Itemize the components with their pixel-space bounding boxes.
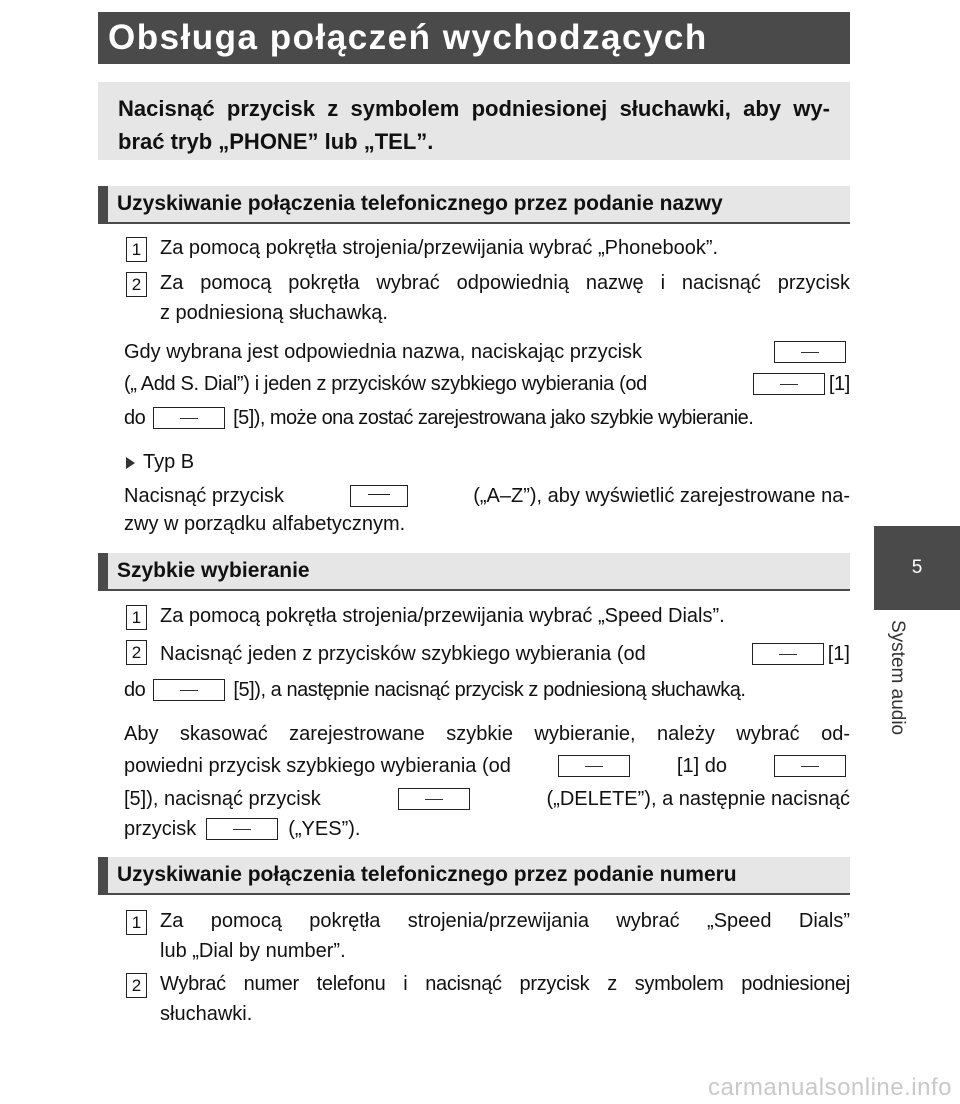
note-text: [5]), może ona zostać zarejestrowana jako szybkie wybieranie. — [233, 407, 754, 429]
step-number-badge: 1 — [126, 605, 147, 630]
delete-button[interactable] — [398, 788, 470, 810]
delete-text: [1] do — [676, 755, 727, 777]
section-heading-speed-dial: Szybkie wybieranie — [98, 553, 850, 591]
preset-index: [1] — [828, 373, 850, 395]
step-number-badge: 1 — [126, 237, 147, 262]
dash-icon — [425, 799, 443, 800]
intro-box — [98, 82, 850, 160]
delete-text: powiedni przycisk szybkiego wybierania (od — [124, 755, 511, 777]
delete-line-2 — [124, 752, 850, 780]
preset-button[interactable] — [153, 679, 225, 701]
dash-icon — [180, 690, 198, 691]
note-line-2 — [124, 370, 850, 398]
note-text: do — [124, 407, 146, 429]
preset-button[interactable] — [752, 643, 824, 665]
step-text: Wybrać numer telefonu i nacisnąć przycisk z symbolem podniesionej — [160, 973, 850, 995]
delete-text: („YES”). — [288, 818, 361, 840]
step-continued-line — [124, 676, 850, 704]
step-text: Nacisnąć jeden z przycisków szybkiego wybierania (od — [160, 643, 646, 665]
preset-button[interactable] — [774, 341, 846, 363]
delete-text: („DELETE”), a następnie nacisnąć — [546, 788, 850, 810]
sub-label: Typ B — [143, 451, 195, 473]
a-z-button[interactable] — [350, 485, 408, 507]
type-b-text: Nacisnąć przycisk — [124, 485, 285, 507]
step-text: do — [124, 679, 146, 701]
note-text: („ Add S. Dial”) i jeden z przycisków szybkiego wybierania (od — [124, 373, 647, 395]
section-heading-by-number: Uzyskiwanie połączenia telefonicznego przez podanie numeru — [98, 857, 850, 895]
type-b-line-2: zwy w porządku alfabetycznym. — [124, 513, 406, 535]
step-number-badge: 2 — [126, 973, 147, 998]
yes-button[interactable] — [206, 818, 278, 840]
preset-button[interactable] — [753, 373, 825, 395]
note-text: Gdy wybrana jest odpowiednia nazwa, naciskając przycisk — [124, 341, 643, 363]
chapter-tab: 5 — [874, 526, 960, 610]
type-b-line-1 — [124, 482, 850, 510]
watermark: carmanualsonline.info — [708, 1074, 952, 1101]
type-b-text: („A–Z”), aby wyświetlić zarejestrowane na- — [473, 485, 850, 507]
dash-icon — [180, 418, 198, 419]
delete-line-3 — [124, 785, 850, 813]
step-number-badge: 2 — [126, 640, 147, 665]
step-text: [5]), a następnie nacisnąć przycisk z podniesioną słuchawką. — [233, 679, 746, 701]
dash-icon — [368, 494, 390, 495]
section-heading-by-name: Uzyskiwanie połączenia telefonicznego przez podanie nazwy — [98, 186, 850, 224]
delete-line-4 — [124, 815, 360, 843]
sub-heading-type-b — [126, 448, 194, 476]
chapter-label: System audio — [887, 620, 908, 736]
step-text: Za pomocą pokrętła strojenia/przewijania wybrać „Phonebook”. — [160, 237, 719, 259]
dash-icon — [801, 352, 819, 353]
preset-index: [1] — [827, 643, 850, 665]
step-number-badge: 2 — [126, 272, 147, 297]
step-text-continued: z podniesioną słuchawką. — [160, 302, 388, 324]
step-text: Za pomocą pokrętła strojenia/przewijania wybrać „Speed Dials”. — [160, 605, 725, 627]
preset-button[interactable] — [153, 407, 225, 429]
step-number-badge: 1 — [126, 910, 147, 935]
delete-line-1: Aby skasować zarejestrowane szybkie wybieranie, należy wybrać od- — [124, 723, 850, 745]
dash-icon — [780, 384, 798, 385]
preset-button[interactable] — [774, 755, 846, 777]
step-text-continued: słuchawki. — [160, 1003, 253, 1025]
step-line — [160, 640, 850, 668]
intro-line-2: brać tryb „PHONE” lub „TEL”. — [118, 129, 434, 154]
dash-icon — [233, 829, 251, 830]
dash-icon — [801, 766, 819, 767]
note-line-3 — [124, 404, 850, 432]
step-text: Za pomocą pokrętła strojenia/przewijania wybrać „Speed Dials” — [160, 910, 850, 932]
step-text: Za pomocą pokrętła wybrać odpowiednią nazwę i nacisnąć przycisk — [160, 272, 850, 294]
preset-button[interactable] — [558, 755, 630, 777]
note-line-1 — [124, 338, 850, 366]
page-title: Obsługa połączeń wychodzących — [98, 12, 850, 64]
dash-icon — [585, 766, 603, 767]
dash-icon — [779, 654, 797, 655]
arrow-right-icon — [126, 457, 135, 469]
delete-text: przycisk — [124, 818, 197, 840]
intro-line-1: Nacisnąć przycisk z symbolem podniesionej słuchawki, aby wy- — [118, 96, 830, 121]
delete-text: [5]), nacisnąć przycisk — [124, 788, 321, 810]
step-text-continued: lub „Dial by number”. — [160, 940, 346, 962]
